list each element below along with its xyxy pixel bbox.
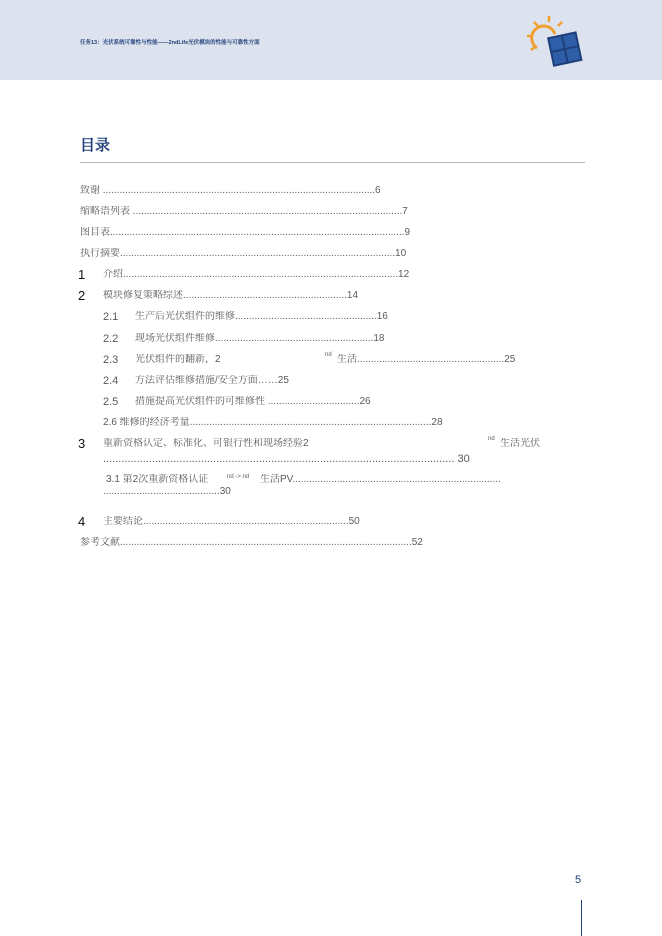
toc-entry-second-requalification[interactable]: 3.1 第2次重新资格认证	[106, 474, 209, 485]
solar-logo-icon	[525, 14, 585, 69]
toc-section-number: 3	[78, 436, 86, 451]
toc-entry-post-production-repair[interactable]: 生产后光伏组件的维修...................................................16	[135, 311, 388, 322]
header-band	[0, 0, 662, 80]
toc-entry-introduction[interactable]: 介绍...................................................................................................12	[103, 269, 410, 280]
superscript-nd: nd	[325, 352, 332, 358]
page-number: 5	[575, 874, 582, 886]
toc-entry-economics[interactable]: 2.6 维修的经济考量.......................................................................................28	[103, 417, 443, 428]
toc-subsection-number: 2.4	[103, 375, 119, 387]
toc-entry-requalification-page[interactable]: ................................................................................................................... 30	[103, 453, 470, 465]
toc-entry-executive-summary[interactable]: 执行摘要...................................................................................................10	[80, 248, 407, 259]
toc-section-number: 4	[78, 514, 86, 529]
toc-entry-requalification[interactable]: 重新资格认定、标准化、可银行性和现场经验2	[103, 438, 309, 449]
toc-entry-refurbishment-cont[interactable]: 生活.....................................................25	[337, 354, 516, 365]
toc-entry-second-requalification-page[interactable]: ..........................................30	[103, 486, 231, 497]
toc-entry-refurbishment[interactable]: 光伏组件的翻新，2	[135, 354, 221, 365]
toc-subsection-number: 2.5	[103, 396, 119, 408]
toc-section-number: 2	[78, 288, 86, 303]
toc-entry-references[interactable]: 参考文献.........................................................................................................52	[80, 537, 423, 548]
toc-entry-repair-strategies[interactable]: 模块修复策略综述...........................................................14	[103, 290, 359, 301]
toc-entry-acknowledgements[interactable]: 致谢 ..................................................................................................6	[80, 185, 381, 196]
toc-entry-requalification-cont[interactable]: 生活光伏	[500, 438, 540, 449]
toc-entry-abbreviations[interactable]: 缩略语列表 .................................................................................................7	[80, 206, 408, 217]
toc-entry-repairability[interactable]: 措施提高光伏组件的可维修性 .................................26	[135, 396, 371, 407]
toc-subsection-number: 2.1	[103, 311, 119, 323]
toc-entry-assessment-methods[interactable]: 方法评估维修措施/安全方面……25	[135, 375, 289, 386]
page-title: 目录	[80, 137, 111, 154]
toc-entry-field-repair[interactable]: 现场光伏组件维修.........................................................18	[135, 333, 385, 344]
toc-entry-second-requalification-cont[interactable]: 生活PV...........................................................................	[260, 474, 501, 485]
toc-section-number: 1	[78, 267, 86, 282]
toc-subsection-number: 2.2	[103, 333, 119, 345]
running-title: 任务13：光伏系统可靠性与性能——2ndLife光伏模块的性能与可靠性方面	[80, 40, 260, 46]
superscript-nd-arrow: nd -> nd	[227, 474, 250, 480]
toc-entry-figures[interactable]: 图目表..........................................................................................................9	[80, 227, 411, 238]
title-divider	[80, 162, 585, 163]
toc-subsection-number: 2.3	[103, 354, 119, 366]
footer-rule	[581, 900, 582, 936]
superscript-nd: nd	[488, 436, 495, 442]
toc-entry-conclusions[interactable]: 主要结论..........................................................................50	[103, 516, 360, 527]
